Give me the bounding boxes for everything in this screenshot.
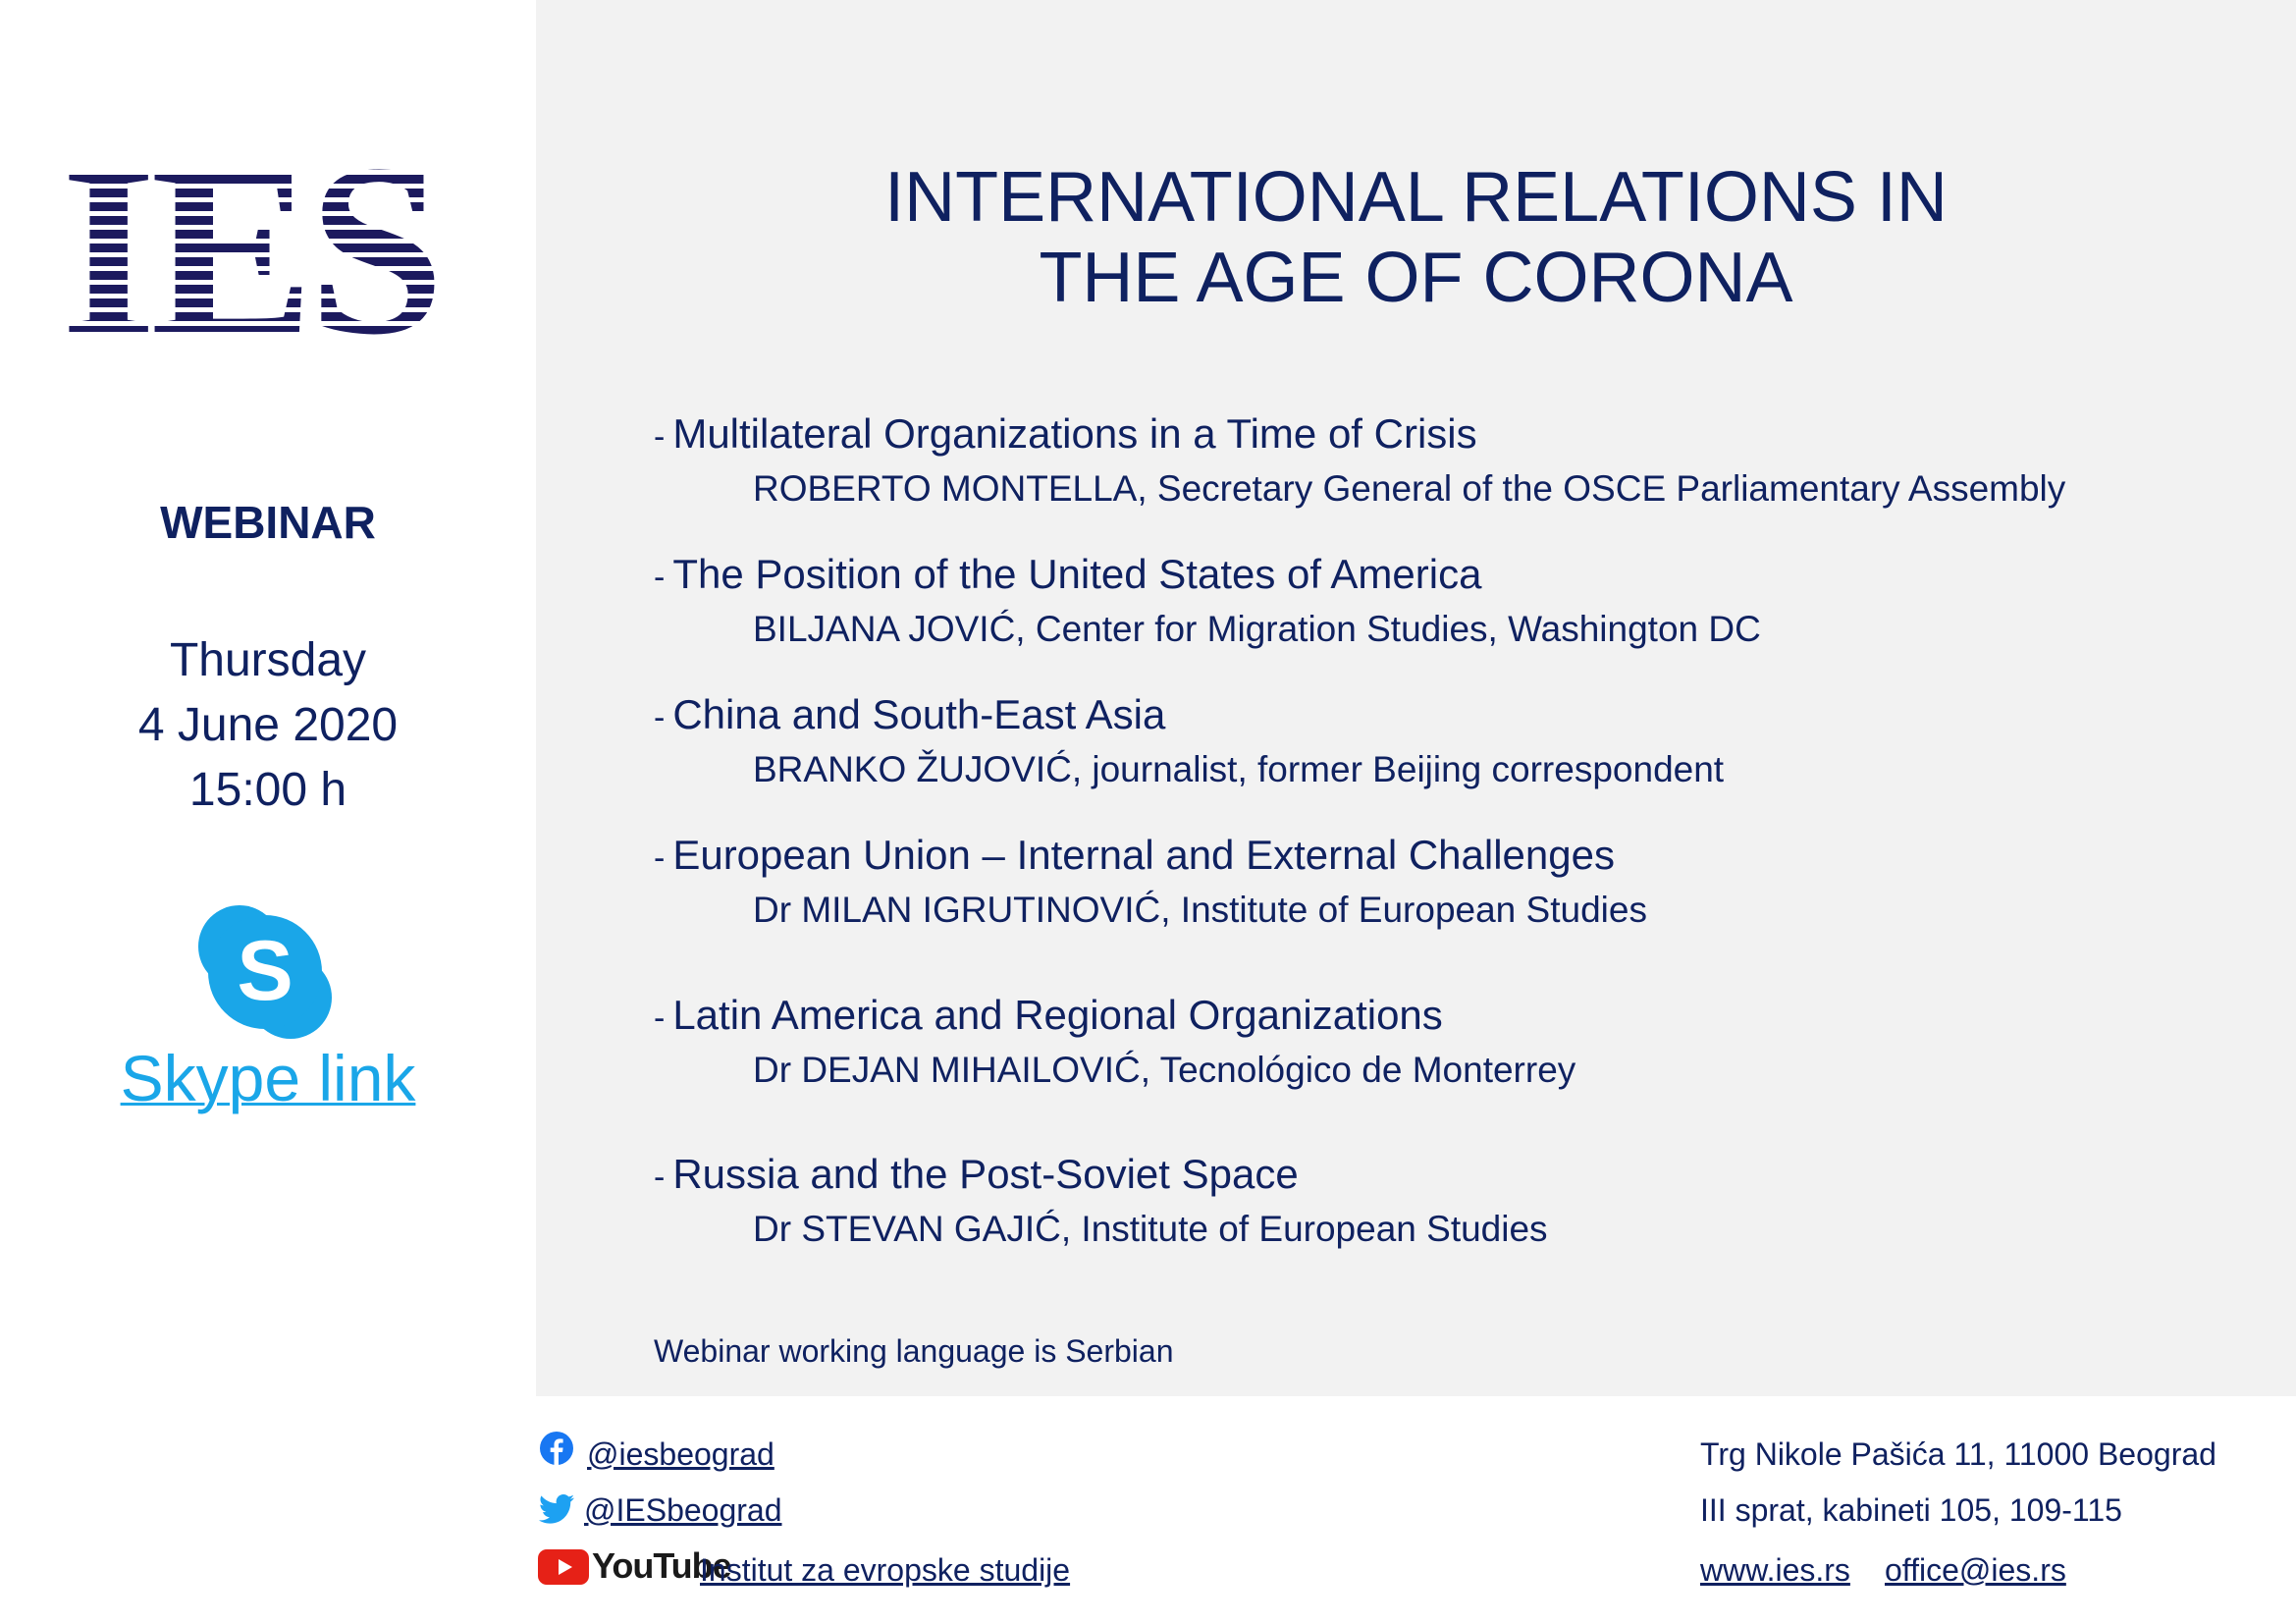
event-time: 15:00 h	[188, 764, 347, 816]
program-speaker: Dr DEJAN MIHAILOVIĆ, Tecnológico de Monterrey	[753, 1050, 1576, 1090]
program-topic: - Multilateral Organizations in a Time of Crisis	[654, 410, 1477, 457]
skype-icon[interactable]	[196, 903, 334, 1041]
program-topic: - Latin America and Regional Organizations	[654, 992, 1443, 1038]
youtube-wordmark: YouTube	[592, 1545, 731, 1586]
facebook-link[interactable]: @iesbeograd	[587, 1436, 774, 1472]
address-line-2: III sprat, kabineti 105, 109-115	[1700, 1492, 2122, 1528]
program-topic: - European Union – Internal and External Challenges	[654, 832, 1615, 878]
youtube-icon[interactable]	[538, 1549, 589, 1585]
event-day: Thursday	[169, 634, 367, 686]
ies-logo: IES	[61, 147, 473, 353]
language-note: Webinar working language is Serbian	[654, 1333, 1174, 1369]
event-date: 4 June 2020	[137, 699, 399, 751]
title-line-1: INTERNATIONAL RELATIONS IN	[884, 158, 1948, 237]
program-topic: - The Position of the United States of America	[654, 551, 1482, 597]
program-topic: - China and South-East Asia	[654, 691, 1166, 737]
youtube-channel-link[interactable]: Institut za evropske studije	[700, 1552, 1071, 1588]
program-topic: - Russia and the Post-Soviet Space	[654, 1151, 1299, 1197]
program-speaker: Dr MILAN IGRUTINOVIĆ, Institute of European Studies	[753, 890, 1647, 930]
twitter-icon[interactable]	[539, 1494, 574, 1524]
svg-text:S: S	[237, 924, 294, 1018]
facebook-icon[interactable]	[540, 1432, 573, 1465]
program-speaker: BILJANA JOVIĆ, Center for Migration Studies, Washington DC	[753, 609, 1761, 649]
address-line-1: Trg Nikole Pašića 11, 11000 Beograd	[1700, 1436, 2216, 1472]
website-link[interactable]: www.ies.rs	[1700, 1552, 1850, 1588]
twitter-link[interactable]: @IESbeograd	[584, 1492, 782, 1528]
page-title	[536, 157, 2296, 318]
program-speaker: ROBERTO MONTELLA, Secretary General of the OSCE Parliamentary Assembly	[753, 468, 2066, 509]
email-link[interactable]: office@ies.rs	[1885, 1552, 2066, 1588]
program-speaker: Dr STEVAN GAJIĆ, Institute of European Studies	[753, 1209, 1548, 1249]
title-line-2: THE AGE OF CORONA	[1039, 239, 1793, 317]
program-speaker: BRANKO ŽUJOVIĆ, journalist, former Beijing correspondent	[753, 749, 1725, 789]
event-datetime	[0, 628, 536, 823]
event-type: WEBINAR	[160, 497, 376, 548]
skype-link[interactable]: Skype link	[120, 1042, 416, 1114]
